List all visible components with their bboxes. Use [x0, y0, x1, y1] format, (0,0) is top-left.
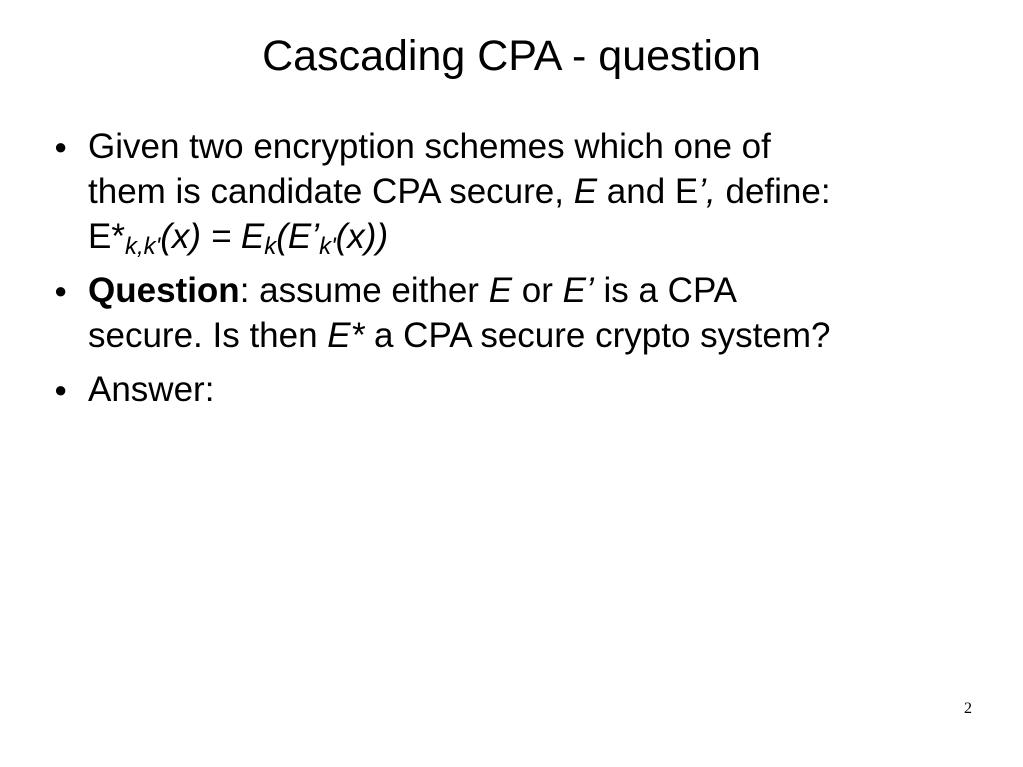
- bullet-2-line-2-text: secure. Is then: [88, 316, 328, 355]
- bullet-item-3: [54, 367, 984, 412]
- formula-ek: E: [240, 217, 265, 256]
- bullet-1-line-1: Given two encryption schemes which one of: [88, 127, 771, 166]
- formula-e-star: E*: [88, 217, 125, 256]
- bullet-icon: ●: [54, 377, 68, 402]
- scheme-e-prime-mark: ’,: [698, 172, 716, 211]
- scheme-e: E: [573, 172, 598, 211]
- scheme-e-prime: E’: [562, 271, 594, 310]
- bullet-item-1: [54, 124, 984, 259]
- slide-title: Cascading CPA - question: [262, 32, 761, 80]
- answer-label: Answer:: [88, 370, 215, 409]
- formula-ek-subscript: k: [264, 233, 277, 260]
- bullet-2-line-2-end: a CPA secure crypto system?: [364, 316, 831, 355]
- bullet-2-or: or: [512, 271, 563, 310]
- bullet-2-text-1: : assume either: [239, 271, 489, 310]
- bullet-1-and: and E: [597, 172, 699, 211]
- formula-e-star-subscript: k,k': [124, 233, 161, 260]
- formula-end: (x)): [335, 217, 389, 256]
- scheme-e: E: [488, 271, 513, 310]
- page-number: 2: [964, 700, 972, 717]
- bullet-2-text-2: is a CPA: [593, 271, 738, 310]
- formula-x-equals: (x) =: [160, 217, 241, 256]
- bullet-icon: ●: [54, 134, 68, 159]
- formula-inner: (E’: [276, 217, 320, 256]
- formula-inner-subscript: k': [319, 233, 336, 260]
- bullet-1-define: define:: [715, 172, 831, 211]
- bullet-item-2: [54, 268, 984, 358]
- bullet-icon: ●: [54, 278, 68, 303]
- question-label: Question: [88, 271, 240, 310]
- bullet-list: [54, 124, 984, 421]
- scheme-e-star: E*: [327, 316, 365, 355]
- bullet-1-line-2-text: them is candidate CPA secure,: [88, 172, 574, 211]
